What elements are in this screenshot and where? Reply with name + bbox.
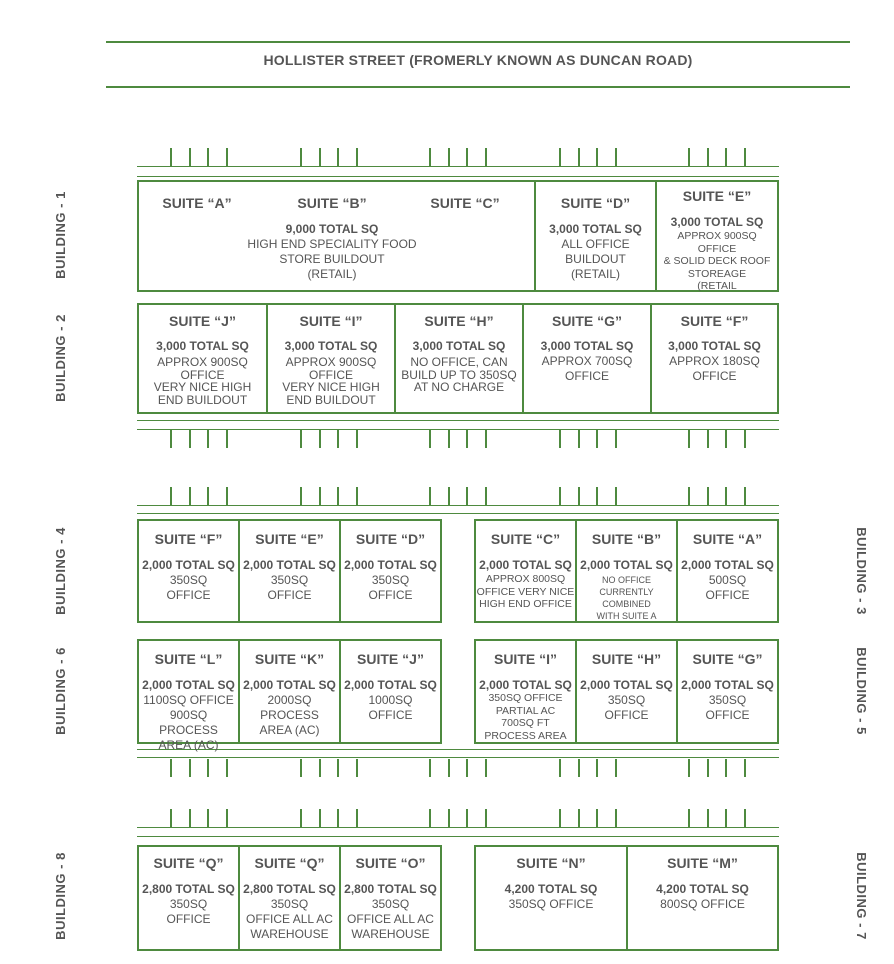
parking-tick — [559, 487, 561, 505]
parking-tick — [429, 759, 431, 777]
suite-3b — [575, 519, 678, 623]
parking-tick — [356, 487, 358, 505]
parking-tick — [300, 487, 302, 505]
suite-2g-desc-2: OFFICE — [565, 369, 609, 383]
parking-tick — [725, 487, 727, 505]
parking-tick — [744, 148, 746, 166]
lane-line — [137, 836, 779, 837]
building-2-label: BUILDING - 2 — [53, 314, 68, 402]
suite-2h-title: SUITE “H” — [424, 313, 494, 329]
lane-line — [137, 513, 779, 514]
suite-3c — [474, 519, 577, 623]
suite-2h-desc-1: NO OFFICE, CAN — [410, 355, 508, 369]
parking-tick — [559, 148, 561, 166]
parking-tick — [337, 430, 339, 448]
parking-tick — [429, 809, 431, 827]
suite-5g-desc-2: OFFICE — [705, 708, 750, 722]
suite-3c-desc-2: OFFICE VERY NICE — [476, 585, 575, 598]
suite-2j-desc-1: APPROX 900SQ — [157, 355, 248, 369]
suite-4e-title: SUITE “E” — [255, 531, 324, 547]
parking-tick — [337, 759, 339, 777]
suite-5i-desc-2: PARTIAL AC — [495, 704, 556, 717]
parking-tick — [559, 430, 561, 448]
suite-2f-desc-1: APPROX 180SQ — [669, 354, 760, 368]
suite-6k-desc-3: AREA (AC) — [259, 723, 320, 737]
street-label: HOLLISTER STREET (FROMERLY KNOWN AS DUNCAN ROAD) — [263, 52, 693, 68]
parking-tick — [466, 759, 468, 777]
suite-8q-2-title: SUITE “Q” — [254, 855, 325, 871]
suite-2h — [394, 303, 524, 414]
street-top-line — [106, 41, 850, 43]
parking-tick — [226, 148, 228, 166]
suite-2g-total: 3,000 TOTAL SQ — [540, 339, 634, 353]
suite-2i-desc-1: APPROX 900SQ — [285, 355, 377, 369]
suite-2g-title: SUITE “G” — [551, 313, 622, 329]
suite-1b-desc-2: STORE BUILDOUT — [279, 252, 385, 266]
suite-5h-desc-2: OFFICE — [604, 708, 649, 722]
suite-3b-desc-3: WITH SUITE A — [596, 611, 657, 621]
parking-tick — [300, 430, 302, 448]
parking-tick — [207, 809, 209, 827]
suite-6j-total: 2,000 TOTAL SQ — [344, 678, 437, 692]
suite-5h-desc-1: 350SQ — [607, 693, 646, 707]
parking-tick — [615, 809, 617, 827]
suite-8q-2-total: 2,800 TOTAL SQ — [243, 882, 336, 896]
suite-4f-title: SUITE “F” — [154, 531, 223, 547]
suite-5h-total: 2,000 TOTAL SQ — [580, 678, 673, 692]
suite-2i-desc-4: END BUILDOUT — [286, 392, 376, 407]
parking-tick — [466, 430, 468, 448]
suite-8o-desc-2: OFFICE ALL AC — [347, 912, 434, 926]
parking-tick — [189, 430, 191, 448]
suite-7m-total: 4,200 TOTAL SQ — [656, 882, 749, 896]
parking-tick — [707, 148, 709, 166]
suite-1e — [655, 180, 779, 292]
suite-1e-desc-1: APPROX 900SQ OFFICE — [677, 230, 757, 255]
suite-6l-total: 2,000 TOTAL SQ — [142, 678, 235, 692]
parking-tick — [170, 148, 172, 166]
suite-1d — [534, 180, 657, 292]
suite-2j-desc-3: VERY NICE HIGH — [153, 380, 252, 394]
parking-tick — [356, 148, 358, 166]
parking-tick — [189, 759, 191, 777]
parking-tick — [744, 759, 746, 777]
parking-tick — [559, 759, 561, 777]
suite-6l — [137, 639, 240, 752]
suite-5i-desc-3: 700SQ FT — [501, 717, 550, 729]
building-6-label: BUILDING - 6 — [53, 647, 68, 735]
suite-1e-total: 3,000 TOTAL SQ — [670, 215, 764, 229]
suite-4f-desc-1: 350SQ — [169, 573, 208, 587]
suite-7n-title: SUITE “N” — [516, 855, 586, 871]
suite-1d-desc-3: (RETAIL) — [570, 267, 621, 281]
suite-3c-title: SUITE “C” — [490, 531, 561, 547]
lane-line — [137, 505, 779, 506]
suite-2i-desc-2: OFFICE — [309, 367, 353, 382]
parking-tick — [356, 809, 358, 827]
parking-tick — [744, 487, 746, 505]
suite-6k — [238, 639, 341, 744]
parking-tick — [578, 759, 580, 777]
parking-tick — [356, 430, 358, 448]
parking-tick — [226, 487, 228, 505]
suite-3b-desc-1: NO OFFICE — [602, 575, 651, 585]
suite-5i-desc-4: PROCESS AREA — [484, 729, 567, 742]
suite-6k-desc-1: 2000SQ — [267, 693, 312, 707]
suite-1e-title: SUITE “E” — [682, 188, 752, 204]
suite-8q-1-title: SUITE “Q” — [153, 855, 224, 871]
building-3-label: BUILDING - 3 — [854, 527, 869, 615]
parking-tick — [448, 487, 450, 505]
suite-3c-desc-1: APPROX 800SQ — [485, 573, 566, 585]
parking-tick — [485, 809, 487, 827]
suite-2f — [650, 303, 779, 414]
suite-6j-desc-1: 1000SQ — [368, 693, 413, 707]
suite-2h-desc-3: AT NO CHARGE — [413, 380, 505, 394]
suite-6k-total: 2,000 TOTAL SQ — [243, 678, 336, 692]
parking-tick — [615, 430, 617, 448]
suite-4d-total: 2,000 TOTAL SQ — [344, 558, 437, 572]
parking-tick — [615, 148, 617, 166]
parking-tick — [466, 809, 468, 827]
parking-tick — [688, 809, 690, 827]
parking-tick — [707, 487, 709, 505]
suite-2f-total: 3,000 TOTAL SQ — [668, 339, 761, 353]
suite-4f — [137, 519, 240, 623]
suite-1b-desc-1: HIGH END SPECIALITY FOOD — [247, 237, 417, 251]
suite-7m — [626, 845, 779, 951]
parking-tick — [226, 430, 228, 448]
parking-tick — [688, 487, 690, 505]
suite-1b-desc-3: (RETAIL) — [307, 267, 357, 281]
suite-2i-total: 3,000 TOTAL SQ — [284, 339, 378, 353]
lane-line — [137, 757, 779, 758]
suite-5i-desc-1: 350SQ OFFICE — [488, 692, 563, 704]
suite-2g-desc-1: APPROX 700SQ — [541, 354, 633, 368]
suite-1b-title: SUITE “B” — [297, 195, 367, 211]
suite-2j-desc-2: OFFICE — [180, 367, 225, 382]
parking-tick — [596, 430, 598, 448]
suite-8o-desc-1: 350SQ — [371, 897, 410, 911]
suite-1a-title: SUITE “A” — [162, 195, 232, 211]
parking-tick — [189, 148, 191, 166]
building-7-label: BUILDING - 7 — [854, 852, 869, 940]
suite-2j-desc-4: END BUILDOUT — [157, 392, 248, 407]
parking-tick — [578, 809, 580, 827]
parking-tick — [337, 809, 339, 827]
parking-tick — [578, 148, 580, 166]
parking-tick — [448, 809, 450, 827]
lane-line — [137, 166, 779, 167]
suite-3c-total: 2,000 TOTAL SQ — [479, 558, 572, 572]
parking-tick — [578, 487, 580, 505]
parking-tick — [207, 487, 209, 505]
parking-tick — [189, 487, 191, 505]
suite-1b-content — [242, 195, 422, 282]
parking-tick — [448, 148, 450, 166]
parking-tick — [725, 759, 727, 777]
suite-2h-total: 3,000 TOTAL SQ — [412, 339, 506, 353]
parking-tick — [448, 759, 450, 777]
suite-2g — [522, 303, 652, 414]
suite-3a-desc-1: 500SQ — [708, 573, 747, 587]
suite-8q-2-desc-1: 350SQ — [270, 897, 309, 911]
parking-tick — [578, 430, 580, 448]
suite-8q-2 — [238, 845, 341, 951]
suite-7n — [474, 845, 628, 951]
suite-6l-title: SUITE “L” — [154, 651, 223, 667]
suite-8q-2-desc-2: OFFICE ALL AC — [246, 912, 333, 926]
parking-tick — [319, 809, 321, 827]
suite-8q-2-desc-3: WAREHOUSE — [250, 927, 329, 941]
suite-7m-title: SUITE “M” — [667, 855, 738, 871]
suite-5g-desc-1: 350SQ — [708, 693, 747, 707]
suite-6j-desc-2: OFFICE — [368, 708, 413, 722]
lane-line — [137, 827, 779, 828]
parking-tick — [744, 430, 746, 448]
parking-tick — [559, 809, 561, 827]
parking-tick — [744, 809, 746, 827]
suite-1d-desc-2: BUILDOUT — [565, 252, 626, 266]
suite-5i — [474, 639, 577, 744]
parking-tick — [485, 487, 487, 505]
parking-tick — [429, 487, 431, 505]
suite-8o-total: 2,800 TOTAL SQ — [344, 882, 437, 896]
suite-4f-total: 2,000 TOTAL SQ — [142, 558, 235, 572]
suite-8q-1-desc-2: OFFICE — [166, 912, 211, 926]
suite-2j-title: SUITE “J” — [169, 313, 236, 329]
suite-5i-total: 2,000 TOTAL SQ — [479, 678, 572, 692]
parking-tick — [596, 487, 598, 505]
parking-tick — [707, 759, 709, 777]
lane-line — [137, 176, 779, 177]
suite-8q-1 — [137, 845, 240, 951]
lane-line — [137, 429, 779, 430]
suite-7n-total: 4,200 TOTAL SQ — [504, 882, 598, 896]
parking-tick — [170, 430, 172, 448]
suite-3c-desc-3: HIGH END OFFICE — [479, 598, 572, 610]
parking-tick — [466, 487, 468, 505]
parking-tick — [485, 148, 487, 166]
suite-5h — [575, 639, 678, 744]
suite-2i-desc-3: VERY NICE HIGH — [282, 380, 380, 394]
suite-8o-title: SUITE “O” — [355, 855, 426, 871]
parking-tick — [688, 430, 690, 448]
parking-tick — [429, 430, 431, 448]
suite-3a-title: SUITE “A” — [692, 531, 763, 547]
parking-tick — [319, 148, 321, 166]
parking-tick — [319, 487, 321, 505]
suite-3a — [676, 519, 779, 623]
suite-3b-total: 2,000 TOTAL SQ — [580, 558, 673, 572]
parking-tick — [300, 148, 302, 166]
parking-tick — [300, 759, 302, 777]
parking-tick — [596, 759, 598, 777]
suite-5g — [676, 639, 779, 744]
suite-2j-total: 3,000 TOTAL SQ — [156, 339, 249, 353]
suite-4d — [339, 519, 442, 623]
parking-tick — [596, 809, 598, 827]
parking-tick — [688, 759, 690, 777]
parking-tick — [337, 487, 339, 505]
suite-1c-title: SUITE “C” — [430, 195, 500, 211]
suite-1d-total: 3,000 TOTAL SQ — [549, 222, 642, 236]
suite-7n-desc-1: 350SQ OFFICE — [508, 897, 594, 911]
parking-tick — [226, 759, 228, 777]
suite-8o-desc-3: WAREHOUSE — [351, 927, 430, 941]
suite-4d-desc-2: OFFICE — [368, 588, 413, 602]
parking-tick — [485, 759, 487, 777]
suite-6j — [339, 639, 442, 744]
suite-4d-title: SUITE “D” — [355, 531, 426, 547]
parking-tick — [725, 148, 727, 166]
suite-4f-desc-2: OFFICE — [166, 588, 211, 602]
parking-tick — [707, 809, 709, 827]
parking-tick — [725, 430, 727, 448]
suite-3b-desc-2: CURRENTLY COMBINED — [599, 587, 654, 609]
parking-tick — [207, 430, 209, 448]
suite-1e-desc-4: (RETAIL — [697, 280, 737, 292]
building-4-label: BUILDING - 4 — [53, 527, 68, 615]
parking-tick — [337, 148, 339, 166]
suite-5g-total: 2,000 TOTAL SQ — [681, 678, 774, 692]
parking-tick — [356, 759, 358, 777]
parking-tick — [466, 148, 468, 166]
parking-tick — [207, 148, 209, 166]
suite-6j-title: SUITE “J” — [357, 651, 424, 667]
suite-8q-1-total: 2,800 TOTAL SQ — [142, 882, 235, 896]
suite-2j — [137, 303, 268, 414]
suite-5h-title: SUITE “H” — [591, 651, 662, 667]
building-1-label: BUILDING - 1 — [53, 191, 68, 279]
suite-8o — [339, 845, 442, 951]
suite-2f-desc-2: OFFICE — [692, 369, 737, 383]
parking-tick — [319, 759, 321, 777]
parking-tick — [226, 809, 228, 827]
parking-tick — [429, 148, 431, 166]
parking-tick — [688, 148, 690, 166]
suite-2i-title: SUITE “I” — [299, 313, 363, 329]
suite-3a-desc-2: OFFICE — [705, 588, 750, 602]
suite-4e-desc-1: 350SQ — [270, 573, 309, 587]
suite-6l-desc-3: AREA (AC) — [158, 738, 219, 752]
suite-2f-title: SUITE “F” — [680, 313, 749, 329]
suite-1e-desc-2: & SOLID DECK ROOF — [663, 255, 771, 267]
street-bottom-line — [106, 86, 850, 88]
parking-tick — [707, 430, 709, 448]
suite-1b-total: 9,000 TOTAL SQ — [285, 222, 379, 236]
parking-tick — [170, 759, 172, 777]
suite-1d-title: SUITE “D” — [560, 195, 631, 211]
parking-tick — [207, 759, 209, 777]
suite-3b-title: SUITE “B” — [591, 531, 662, 547]
parking-tick — [170, 487, 172, 505]
parking-tick — [300, 809, 302, 827]
building-5-label: BUILDING - 5 — [854, 647, 869, 735]
suite-6k-desc-2: PROCESS — [260, 708, 319, 722]
parking-tick — [189, 809, 191, 827]
suite-1e-desc-3: STOREAGE — [687, 267, 747, 280]
suite-4e-desc-2: OFFICE — [267, 588, 312, 602]
suite-6k-title: SUITE “K” — [254, 651, 325, 667]
parking-tick — [615, 487, 617, 505]
suite-2h-desc-2: BUILD UP TO 350SQ — [401, 367, 517, 382]
parking-tick — [615, 759, 617, 777]
suite-8q-1-desc-1: 350SQ — [169, 897, 208, 911]
parking-tick — [319, 430, 321, 448]
parking-tick — [170, 809, 172, 827]
parking-tick — [448, 430, 450, 448]
suite-4e — [238, 519, 341, 623]
suite-5g-title: SUITE “G” — [692, 651, 763, 667]
suite-7m-desc-1: 800SQ OFFICE — [660, 897, 745, 911]
suite-4d-desc-1: 350SQ — [371, 573, 410, 587]
suite-5i-title: SUITE “I” — [493, 651, 557, 667]
lane-line — [137, 420, 779, 421]
parking-tick — [596, 148, 598, 166]
suite-1d-desc-1: ALL OFFICE — [561, 237, 630, 251]
suite-6l-desc-2: 900SQ PROCESS — [159, 708, 218, 737]
suite-4e-total: 2,000 TOTAL SQ — [243, 558, 336, 572]
building-8-label: BUILDING - 8 — [53, 852, 68, 940]
suite-2i — [266, 303, 396, 414]
parking-tick — [725, 809, 727, 827]
suite-6l-desc-1: 1100SQ OFFICE — [143, 693, 234, 707]
suite-3a-total: 2,000 TOTAL SQ — [681, 558, 774, 572]
parking-tick — [485, 430, 487, 448]
